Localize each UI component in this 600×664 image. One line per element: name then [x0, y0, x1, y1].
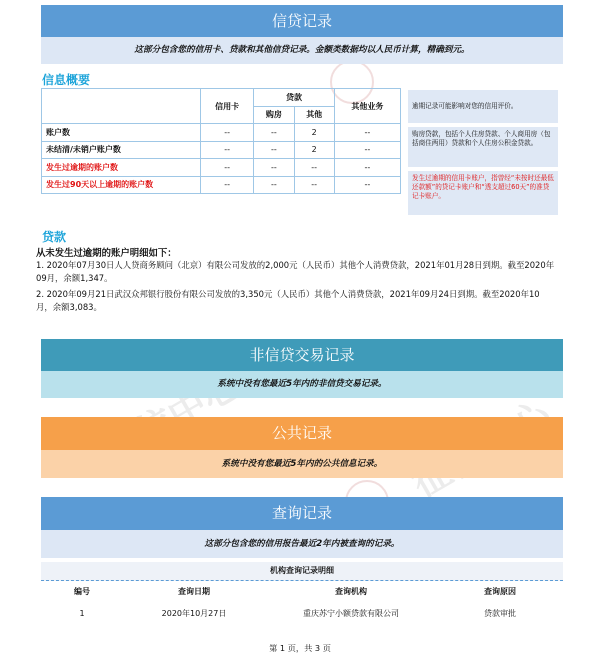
inquiry-table-title: 机构查询记录明细: [41, 562, 563, 581]
table-row: 发生过90天以上逾期的账户数 -- -- -- --: [42, 176, 401, 194]
loans-title: 贷款: [42, 230, 67, 244]
inquiry-table: [41, 582, 563, 626]
header-other-business: 其他业务: [334, 89, 400, 124]
overview-table: [41, 88, 401, 194]
header-other: 其他: [294, 106, 334, 124]
table-corner: [42, 89, 201, 124]
table-row: 1 2020年10月27日 重庆苏宁小额贷款有限公司 贷款审批: [79, 608, 516, 618]
inquiry-subtitle: 这部分包含您的信用报告最近2年内被查询的记录。: [41, 530, 563, 558]
note-housing-loan: 购房贷款，包括个人住房贷款、个人商用房（包括商住两用）贷款和个人住房公积金贷款。: [408, 127, 558, 167]
public-records-header: 公共记录: [41, 417, 563, 450]
col-header: 编号: [74, 586, 90, 596]
public-records-subtitle: 系统中没有您最近5年内的公共信息记录。: [41, 450, 563, 478]
col-header: 查询日期: [178, 586, 210, 596]
credit-section-subtitle: 这部分包含您的信用卡、贷款和其他信贷记录。金额类数据均以人民币计算，精确到元。: [41, 37, 563, 64]
page-footer: 第 1 页，共 3 页: [269, 643, 331, 653]
non-credit-subtitle: 系统中没有您最近5年内的非信贷交易记录。: [41, 371, 563, 398]
table-row: 未结清/未销户账户数 -- -- 2 --: [42, 141, 401, 159]
col-header: 查询原因: [484, 586, 516, 596]
loans-subtitle: 从未发生过逾期的账户明细如下：: [36, 248, 177, 259]
header-loan: 贷款: [254, 89, 335, 107]
overview-title: 信息概要: [42, 73, 91, 87]
credit-section-header: 信贷记录: [41, 5, 563, 37]
header-housing: 购房: [254, 106, 294, 124]
note-card-overdue: 发生过逾期的信用卡账户，指曾经“未按时还最低还款额”的贷记卡账户和“透支超过60天”的准贷记卡账户。: [408, 171, 558, 215]
header-card: 信用卡: [201, 89, 254, 124]
col-header: 查询机构: [335, 586, 367, 596]
table-row: 发生过逾期的账户数 -- -- -- --: [42, 159, 401, 177]
inquiry-header: 查询记录: [41, 497, 563, 530]
loan-item: 1. 2020年07月30日人人贷商务顾问（北京）有限公司发放的2,000元（人民币）其他个人消费贷款，2021年01月28日到期。截至2020年09月，余额1,347。: [36, 260, 555, 284]
non-credit-header: 非信贷交易记录: [41, 339, 563, 371]
note-overdue: 逾期记录可能影响对您的信用评价。: [408, 90, 558, 123]
loan-item: 2. 2020年09月21日武汉众邦银行股份有限公司发放的3,350元（人民币）其他个人消费贷款，2021年09月24日到期。截至2020年10月，余额3,083。: [36, 289, 540, 313]
table-row: 账户数 -- -- 2 --: [42, 124, 401, 142]
